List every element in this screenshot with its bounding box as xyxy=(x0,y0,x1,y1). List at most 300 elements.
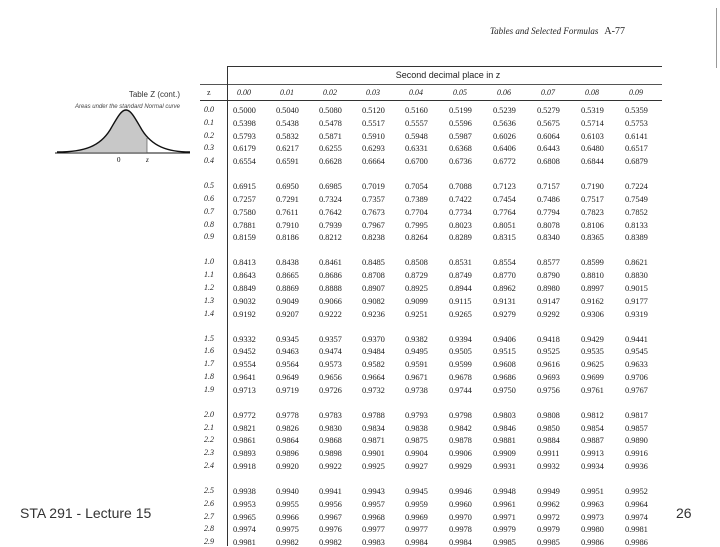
probability-cell: 0.8577 xyxy=(537,257,560,268)
probability-cell: 0.9977 xyxy=(405,524,428,535)
probability-cell: 0.9812 xyxy=(581,409,604,420)
probability-cell: 0.6517 xyxy=(625,143,648,154)
column-header: 0.02 xyxy=(323,88,337,97)
probability-cell: 0.9525 xyxy=(537,346,560,357)
probability-cell: 0.9971 xyxy=(493,511,516,522)
probability-cell: 0.9664 xyxy=(362,372,385,382)
probability-cell: 0.9963 xyxy=(581,498,604,509)
probability-cell: 0.9974 xyxy=(233,524,256,535)
probability-cell: 0.9953 xyxy=(233,498,256,509)
probability-cell: 0.7190 xyxy=(581,181,604,192)
probability-cell: 0.9890 xyxy=(625,435,648,446)
probability-cell: 0.9345 xyxy=(276,333,299,344)
probability-cell: 0.9817 xyxy=(625,409,648,420)
probability-cell: 0.9973 xyxy=(581,511,604,522)
probability-cell: 0.6480 xyxy=(581,143,604,154)
probability-cell: 0.8888 xyxy=(319,283,342,293)
column-header: 0.09 xyxy=(629,88,643,97)
column-header: 0.03 xyxy=(366,88,380,97)
probability-cell: 0.9394 xyxy=(449,333,472,344)
probability-cell: 0.6331 xyxy=(405,143,428,154)
probability-cell: 0.8159 xyxy=(233,232,256,243)
probability-cell: 0.9738 xyxy=(405,384,428,395)
probability-cell: 0.8340 xyxy=(537,232,560,243)
probability-cell: 0.9986 xyxy=(625,537,648,547)
probability-cell: 0.7257 xyxy=(233,194,256,204)
z-value: 0.5 xyxy=(204,181,214,191)
probability-cell: 0.8289 xyxy=(449,232,472,243)
probability-cell: 0.9901 xyxy=(362,448,385,459)
label-zero: 0 xyxy=(117,156,121,164)
probability-cell: 0.8106 xyxy=(581,219,604,230)
z-value: 1.0 xyxy=(204,257,214,267)
z-value: 0.8 xyxy=(204,219,214,229)
probability-cell: 0.9788 xyxy=(362,409,385,420)
z-value: 2.9 xyxy=(204,537,214,547)
probability-cell: 0.8643 xyxy=(233,270,256,281)
z-value: 0.2 xyxy=(204,130,214,140)
probability-cell: 0.7088 xyxy=(449,181,472,192)
probability-cell: 0.9957 xyxy=(362,498,385,509)
probability-cell: 0.8186 xyxy=(276,232,299,243)
z-value: 1.4 xyxy=(204,308,214,318)
probability-cell: 0.9207 xyxy=(276,308,299,319)
probability-cell: 0.8810 xyxy=(581,270,604,281)
probability-cell: 0.8438 xyxy=(276,257,299,268)
probability-cell: 0.8621 xyxy=(625,257,648,268)
probability-cell: 0.9793 xyxy=(405,409,428,420)
probability-cell: 0.5319 xyxy=(581,105,604,115)
probability-cell: 0.6664 xyxy=(362,156,385,167)
probability-cell: 0.8389 xyxy=(625,232,648,243)
column-header: 0.05 xyxy=(453,88,467,97)
probability-cell: 0.9608 xyxy=(493,359,516,370)
probability-cell: 0.9633 xyxy=(625,359,648,370)
probability-cell: 0.9015 xyxy=(625,283,648,293)
table-subtitle: Areas under the standard Normal curve xyxy=(74,104,180,110)
probability-cell: 0.9909 xyxy=(493,448,516,459)
probability-cell: 0.9922 xyxy=(319,461,342,471)
probability-cell: 0.5714 xyxy=(581,117,604,128)
probability-cell: 0.9932 xyxy=(537,461,560,471)
probability-cell: 0.8708 xyxy=(362,270,385,281)
probability-cell: 0.9857 xyxy=(625,422,648,433)
probability-cell: 0.9599 xyxy=(449,359,472,370)
probability-cell: 0.5040 xyxy=(276,105,299,115)
probability-cell: 0.9864 xyxy=(276,435,299,446)
probability-cell: 0.9357 xyxy=(319,333,342,344)
probability-cell: 0.5478 xyxy=(319,117,342,128)
probability-cell: 0.6368 xyxy=(449,143,472,154)
probability-cell: 0.9945 xyxy=(405,486,428,496)
probability-cell: 0.8849 xyxy=(233,283,256,293)
probability-cell: 0.9778 xyxy=(276,409,299,420)
column-header: 0.04 xyxy=(409,88,423,97)
z-value: 0.7 xyxy=(204,206,214,216)
probability-cell: 0.9713 xyxy=(233,384,256,395)
probability-cell: 0.9940 xyxy=(276,486,299,496)
probability-cell: 0.9693 xyxy=(537,372,560,382)
probability-cell: 0.8962 xyxy=(493,283,516,293)
probability-cell: 0.9956 xyxy=(319,498,342,509)
probability-cell: 0.9967 xyxy=(319,511,342,522)
probability-cell: 0.9750 xyxy=(493,384,516,395)
column-header: 0.08 xyxy=(585,88,599,97)
probability-cell: 0.9641 xyxy=(233,372,256,382)
probability-cell: 0.8212 xyxy=(319,232,342,243)
probability-cell: 0.8315 xyxy=(493,232,516,243)
probability-cell: 0.9495 xyxy=(405,346,428,357)
probability-cell: 0.9719 xyxy=(276,384,299,395)
column-header: 0.06 xyxy=(497,88,511,97)
probability-cell: 0.6293 xyxy=(362,143,385,154)
probability-cell: 0.9706 xyxy=(625,372,648,382)
probability-cell: 0.9955 xyxy=(276,498,299,509)
probability-cell: 0.9545 xyxy=(625,346,648,357)
z-value: 0.9 xyxy=(204,232,214,242)
probability-cell: 0.9418 xyxy=(537,333,560,344)
running-head xyxy=(490,26,625,37)
probability-cell: 0.7881 xyxy=(233,219,256,230)
probability-cell: 0.9979 xyxy=(493,524,516,535)
probability-cell: 0.9936 xyxy=(625,461,648,471)
probability-cell: 0.9744 xyxy=(449,384,472,395)
probability-cell: 0.9976 xyxy=(319,524,342,535)
probability-cell: 0.8980 xyxy=(537,283,560,293)
probability-cell: 0.9732 xyxy=(362,384,385,395)
probability-cell: 0.9382 xyxy=(405,333,428,344)
probability-cell: 0.9985 xyxy=(493,537,516,547)
z-value: 0.3 xyxy=(204,143,214,153)
probability-cell: 0.7389 xyxy=(405,194,428,204)
probability-cell: 0.9943 xyxy=(362,486,385,496)
column-group-header: Second decimal place in z xyxy=(395,70,501,80)
probability-cell: 0.9962 xyxy=(537,498,560,509)
probability-cell: 0.9850 xyxy=(537,422,560,433)
probability-cell: 0.7910 xyxy=(276,219,299,230)
probability-cell: 0.9861 xyxy=(233,435,256,446)
probability-cell: 0.5120 xyxy=(362,105,385,115)
label-z: z xyxy=(146,156,149,164)
probability-cell: 0.6406 xyxy=(493,143,516,154)
z-value: 1.1 xyxy=(204,270,214,280)
probability-cell: 0.9699 xyxy=(581,372,604,382)
probability-cell: 0.8770 xyxy=(493,270,516,281)
probability-cell: 0.9898 xyxy=(319,448,342,459)
probability-cell: 0.9984 xyxy=(449,537,472,547)
probability-cell: 0.9978 xyxy=(449,524,472,535)
probability-cell: 0.9798 xyxy=(449,409,472,420)
probability-cell: 0.9931 xyxy=(493,461,516,471)
probability-cell: 0.6554 xyxy=(233,156,256,167)
probability-cell: 0.9726 xyxy=(319,384,342,395)
probability-cell: 0.9969 xyxy=(405,511,428,522)
z-value: 1.2 xyxy=(204,283,214,292)
z-value: 2.3 xyxy=(204,448,214,458)
probability-cell: 0.9616 xyxy=(537,359,560,370)
probability-cell: 0.9977 xyxy=(362,524,385,535)
z-value: 0.6 xyxy=(204,194,214,203)
probability-cell: 0.8944 xyxy=(449,283,472,293)
probability-cell: 0.7157 xyxy=(537,181,560,192)
slide-number: 26 xyxy=(676,505,692,521)
probability-cell: 0.6985 xyxy=(319,181,342,192)
probability-cell: 0.5517 xyxy=(362,117,385,128)
probability-cell: 0.9960 xyxy=(449,498,472,509)
probability-cell: 0.9772 xyxy=(233,409,256,420)
probability-cell: 0.9974 xyxy=(625,511,648,522)
probability-cell: 0.8133 xyxy=(625,219,648,230)
probability-cell: 0.5636 xyxy=(493,117,516,128)
probability-cell: 0.9319 xyxy=(625,308,648,319)
normal-curve-figure xyxy=(55,100,190,165)
probability-cell: 0.9985 xyxy=(537,537,560,547)
z-column-header: z xyxy=(207,88,211,97)
probability-cell: 0.9913 xyxy=(581,448,604,459)
probability-cell: 0.9896 xyxy=(276,448,299,459)
probability-cell: 0.9826 xyxy=(276,422,299,433)
probability-cell: 0.9803 xyxy=(493,409,516,420)
probability-cell: 0.9980 xyxy=(581,524,604,535)
probability-cell: 0.6179 xyxy=(233,143,256,154)
probability-cell: 0.9761 xyxy=(581,384,604,395)
probability-cell: 0.9887 xyxy=(581,435,604,446)
probability-cell: 0.8264 xyxy=(405,232,428,243)
probability-cell: 0.7794 xyxy=(537,206,560,217)
probability-cell: 0.5080 xyxy=(319,105,342,115)
probability-cell: 0.7852 xyxy=(625,206,648,217)
probability-cell: 0.9911 xyxy=(537,448,560,459)
probability-cell: 0.8485 xyxy=(362,257,385,268)
probability-cell: 0.9966 xyxy=(276,511,299,522)
probability-cell: 0.9929 xyxy=(449,461,472,471)
probability-cell: 0.9686 xyxy=(493,372,516,382)
probability-cell: 0.9893 xyxy=(233,448,256,459)
probability-cell: 0.9884 xyxy=(537,435,560,446)
probability-cell: 0.7673 xyxy=(362,206,385,217)
probability-cell: 0.9927 xyxy=(405,461,428,471)
z-value: 1.6 xyxy=(204,346,214,356)
probability-cell: 0.9066 xyxy=(319,295,342,306)
probability-cell: 0.9854 xyxy=(581,422,604,433)
probability-cell: 0.6628 xyxy=(319,156,342,167)
probability-cell: 0.9838 xyxy=(405,422,428,433)
probability-cell: 0.6736 xyxy=(449,156,472,167)
probability-cell: 0.9868 xyxy=(319,435,342,446)
probability-cell: 0.9982 xyxy=(276,537,299,547)
probability-cell: 0.9972 xyxy=(537,511,560,522)
probability-cell: 0.9756 xyxy=(537,384,560,395)
probability-cell: 0.9082 xyxy=(362,295,385,306)
probability-cell: 0.9192 xyxy=(233,308,256,319)
z-value: 0.1 xyxy=(204,117,214,127)
probability-cell: 0.7611 xyxy=(276,206,299,217)
column-header-rule xyxy=(200,100,662,101)
probability-cell: 0.8051 xyxy=(493,219,516,230)
probability-cell: 0.8729 xyxy=(405,270,428,281)
probability-cell: 0.9292 xyxy=(537,308,560,319)
slide-footer: STA 291 - Lecture 15 xyxy=(20,505,152,521)
probability-cell: 0.7422 xyxy=(449,194,472,204)
probability-cell: 0.9808 xyxy=(537,409,560,420)
probability-cell: 0.8508 xyxy=(405,257,428,268)
probability-cell: 0.7823 xyxy=(581,206,604,217)
probability-cell: 0.7291 xyxy=(276,194,299,204)
probability-cell: 0.9946 xyxy=(449,486,472,496)
probability-cell: 0.9656 xyxy=(319,372,342,382)
probability-cell: 0.5398 xyxy=(233,117,256,128)
probability-cell: 0.9222 xyxy=(319,308,342,319)
probability-cell: 0.9959 xyxy=(405,498,428,509)
probability-cell: 0.7580 xyxy=(233,206,256,217)
probability-cell: 0.8554 xyxy=(493,257,516,268)
probability-cell: 0.6591 xyxy=(276,156,299,167)
probability-cell: 0.9279 xyxy=(493,308,516,319)
probability-cell: 0.9961 xyxy=(493,498,516,509)
probability-cell: 0.9834 xyxy=(362,422,385,433)
probability-cell: 0.8997 xyxy=(581,283,604,293)
probability-cell: 0.7995 xyxy=(405,219,428,230)
page-edge xyxy=(716,8,717,68)
probability-cell: 0.9147 xyxy=(537,295,560,306)
probability-cell: 0.8531 xyxy=(449,257,472,268)
probability-cell: 0.7486 xyxy=(537,194,560,204)
probability-cell: 0.9916 xyxy=(625,448,648,459)
probability-cell: 0.7123 xyxy=(493,181,516,192)
probability-cell: 0.9881 xyxy=(493,435,516,446)
probability-cell: 0.7054 xyxy=(405,181,428,192)
probability-cell: 0.8365 xyxy=(581,232,604,243)
probability-cell: 0.9938 xyxy=(233,486,256,496)
probability-cell: 0.7967 xyxy=(362,219,385,230)
probability-cell: 0.9970 xyxy=(449,511,472,522)
column-header: 0.00 xyxy=(237,88,251,97)
probability-cell: 0.9783 xyxy=(319,409,342,420)
probability-cell: 0.5793 xyxy=(233,130,256,141)
probability-cell: 0.9982 xyxy=(319,537,342,547)
probability-cell: 0.8925 xyxy=(405,283,428,293)
probability-cell: 0.8749 xyxy=(449,270,472,281)
probability-cell: 0.5239 xyxy=(493,105,516,115)
probability-cell: 0.9554 xyxy=(233,359,256,370)
probability-cell: 0.5910 xyxy=(362,130,385,141)
probability-cell: 0.7764 xyxy=(493,206,516,217)
probability-cell: 0.9983 xyxy=(362,537,385,547)
top-rule xyxy=(227,66,662,67)
z-value: 2.2 xyxy=(204,435,214,445)
z-value: 1.7 xyxy=(204,359,214,369)
probability-cell: 0.9952 xyxy=(625,486,648,496)
probability-cell: 0.6772 xyxy=(493,156,516,167)
probability-cell: 0.9821 xyxy=(233,422,256,433)
probability-cell: 0.5000 xyxy=(233,105,256,115)
probability-cell: 0.9265 xyxy=(449,308,472,319)
probability-cell: 0.6950 xyxy=(276,181,299,192)
probability-cell: 0.5438 xyxy=(276,117,299,128)
probability-cell: 0.7642 xyxy=(319,206,342,217)
probability-cell: 0.9429 xyxy=(581,333,604,344)
probability-cell: 0.9678 xyxy=(449,372,472,382)
probability-cell: 0.7019 xyxy=(362,181,385,192)
z-value: 2.8 xyxy=(204,524,214,534)
probability-cell: 0.9981 xyxy=(625,524,648,535)
probability-cell: 0.9251 xyxy=(405,308,428,319)
probability-cell: 0.9918 xyxy=(233,461,256,471)
probability-cell: 0.9505 xyxy=(449,346,472,357)
probability-cell: 0.7939 xyxy=(319,219,342,230)
probability-cell: 0.9975 xyxy=(276,524,299,535)
probability-cell: 0.9979 xyxy=(537,524,560,535)
probability-cell: 0.6103 xyxy=(581,130,604,141)
probability-cell: 0.5160 xyxy=(405,105,428,115)
probability-cell: 0.5871 xyxy=(319,130,342,141)
probability-cell: 0.9515 xyxy=(493,346,516,357)
probability-cell: 0.9965 xyxy=(233,511,256,522)
probability-cell: 0.5359 xyxy=(625,105,648,115)
probability-cell: 0.7704 xyxy=(405,206,428,217)
probability-cell: 0.9842 xyxy=(449,422,472,433)
probability-cell: 0.9875 xyxy=(405,435,428,446)
probability-cell: 0.8238 xyxy=(362,232,385,243)
probability-cell: 0.6255 xyxy=(319,143,342,154)
probability-cell: 0.7454 xyxy=(493,194,516,204)
probability-cell: 0.9591 xyxy=(405,359,428,370)
probability-cell: 0.6915 xyxy=(233,181,256,192)
probability-cell: 0.9332 xyxy=(233,333,256,344)
probability-cell: 0.9941 xyxy=(319,486,342,496)
z-value: 0.4 xyxy=(204,156,214,166)
table-title: Table Z (cont.) xyxy=(128,90,180,99)
probability-cell: 0.7549 xyxy=(625,194,648,204)
probability-cell: 0.9162 xyxy=(581,295,604,306)
probability-cell: 0.5675 xyxy=(537,117,560,128)
probability-cell: 0.9986 xyxy=(581,537,604,547)
header-rule xyxy=(200,84,662,85)
probability-cell: 0.6844 xyxy=(581,156,604,167)
probability-cell: 0.9830 xyxy=(319,422,342,433)
z-value: 1.9 xyxy=(204,384,214,394)
z-value: 1.3 xyxy=(204,295,214,305)
probability-cell: 0.6064 xyxy=(537,130,560,141)
probability-cell: 0.6141 xyxy=(625,130,648,141)
probability-cell: 0.6879 xyxy=(625,156,648,167)
probability-cell: 0.9463 xyxy=(276,346,299,357)
probability-cell: 0.8599 xyxy=(581,257,604,268)
probability-cell: 0.9984 xyxy=(405,537,428,547)
probability-cell: 0.7224 xyxy=(625,181,648,192)
probability-cell: 0.5596 xyxy=(449,117,472,128)
probability-cell: 0.8665 xyxy=(276,270,299,281)
probability-cell: 0.8907 xyxy=(362,283,385,293)
probability-cell: 0.9564 xyxy=(276,359,299,370)
probability-cell: 0.9441 xyxy=(625,333,648,344)
probability-cell: 0.9535 xyxy=(581,346,604,357)
running-head-title: Tables and Selected Formulas xyxy=(490,26,599,36)
probability-cell: 0.6700 xyxy=(405,156,428,167)
probability-cell: 0.9484 xyxy=(362,346,385,357)
probability-cell: 0.9177 xyxy=(625,295,648,306)
probability-cell: 0.9032 xyxy=(233,295,256,306)
probability-cell: 0.9582 xyxy=(362,359,385,370)
probability-cell: 0.8830 xyxy=(625,270,648,281)
probability-cell: 0.9131 xyxy=(493,295,516,306)
z-value: 2.6 xyxy=(204,498,214,508)
probability-cell: 0.8023 xyxy=(449,219,472,230)
z-value: 2.4 xyxy=(204,461,214,470)
probability-cell: 0.8461 xyxy=(319,257,342,268)
z-value: 2.7 xyxy=(204,511,214,521)
probability-cell: 0.9236 xyxy=(362,308,385,319)
